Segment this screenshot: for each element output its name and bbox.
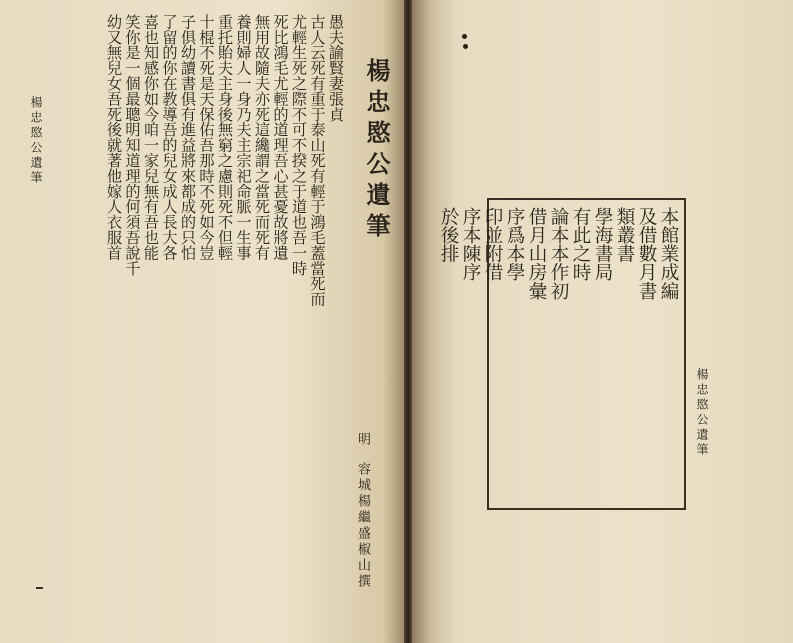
- body-line: 死比鴻毛尤輕的道理吾心甚憂故將遺: [271, 14, 290, 261]
- notice-line: 序本陳序: [460, 207, 481, 282]
- body-line: 幼又無兒女吾死後就著他嫁人衣服首: [105, 14, 123, 261]
- body-line: 尤輕生死之際不可不揆之于道也吾一時: [290, 14, 308, 276]
- notice-line: 於後排: [438, 207, 459, 263]
- body-line: 子俱幼讀書俱有進益將來都成的只怕: [179, 14, 197, 261]
- notice-line: 學海書局: [592, 207, 613, 282]
- notice-line: 本館業成編: [658, 207, 679, 300]
- margin-mark: [36, 587, 43, 589]
- body-line: 古人云死有重于泰山死有輕于鴻毛蓋當死而: [308, 14, 327, 307]
- binding-hole: [463, 44, 468, 49]
- body-line: 養則婦人一身乃夫主宗祀命脈一生事: [234, 14, 253, 261]
- body-line: 喜也知感你如今咱一家兒無有吾也能: [142, 14, 160, 261]
- binding-hole: [462, 34, 467, 39]
- body-line: 無用故隨夫亦死這纔謂之當死而死有: [253, 14, 271, 261]
- body-line: 愚夫諭賢妻張貞: [327, 14, 345, 122]
- body-line: 了留的你在教導吾的兒女成人長大各: [160, 14, 179, 261]
- page-title: 楊忠愍公遺筆: [362, 58, 391, 244]
- notice-line: 借月山房彙: [526, 207, 547, 300]
- body-line: 十棍不死是天保佑吾那時不死如今豈: [197, 14, 216, 261]
- notice-line: 印並附借: [482, 207, 503, 282]
- running-head-right: 楊忠愍公遺筆: [695, 368, 709, 458]
- notice-line: 序爲本學: [504, 207, 525, 282]
- author-name: 容城楊繼盛椒山撰: [355, 462, 370, 590]
- author-dynasty: 明: [355, 432, 370, 448]
- author-line: [356, 432, 369, 590]
- publisher-notice-box: [438, 198, 686, 510]
- notice-line: 類叢書: [614, 207, 635, 263]
- publisher-notice-text: [438, 207, 679, 501]
- body-line: 重托貽夫主身後無窮之慮則死不但輕: [216, 14, 234, 261]
- notice-line: 論本本作初: [548, 207, 569, 300]
- notice-line: 有此之時: [570, 207, 591, 282]
- running-head: 楊忠愍公遺筆: [29, 96, 43, 186]
- book-gutter: [404, 0, 412, 643]
- body-text: [58, 14, 343, 629]
- body-line: 笑你是一個最聰明知道理的何須吾說千: [123, 14, 142, 276]
- notice-line: 及借數月書: [636, 207, 657, 300]
- binding-holes: [462, 34, 468, 54]
